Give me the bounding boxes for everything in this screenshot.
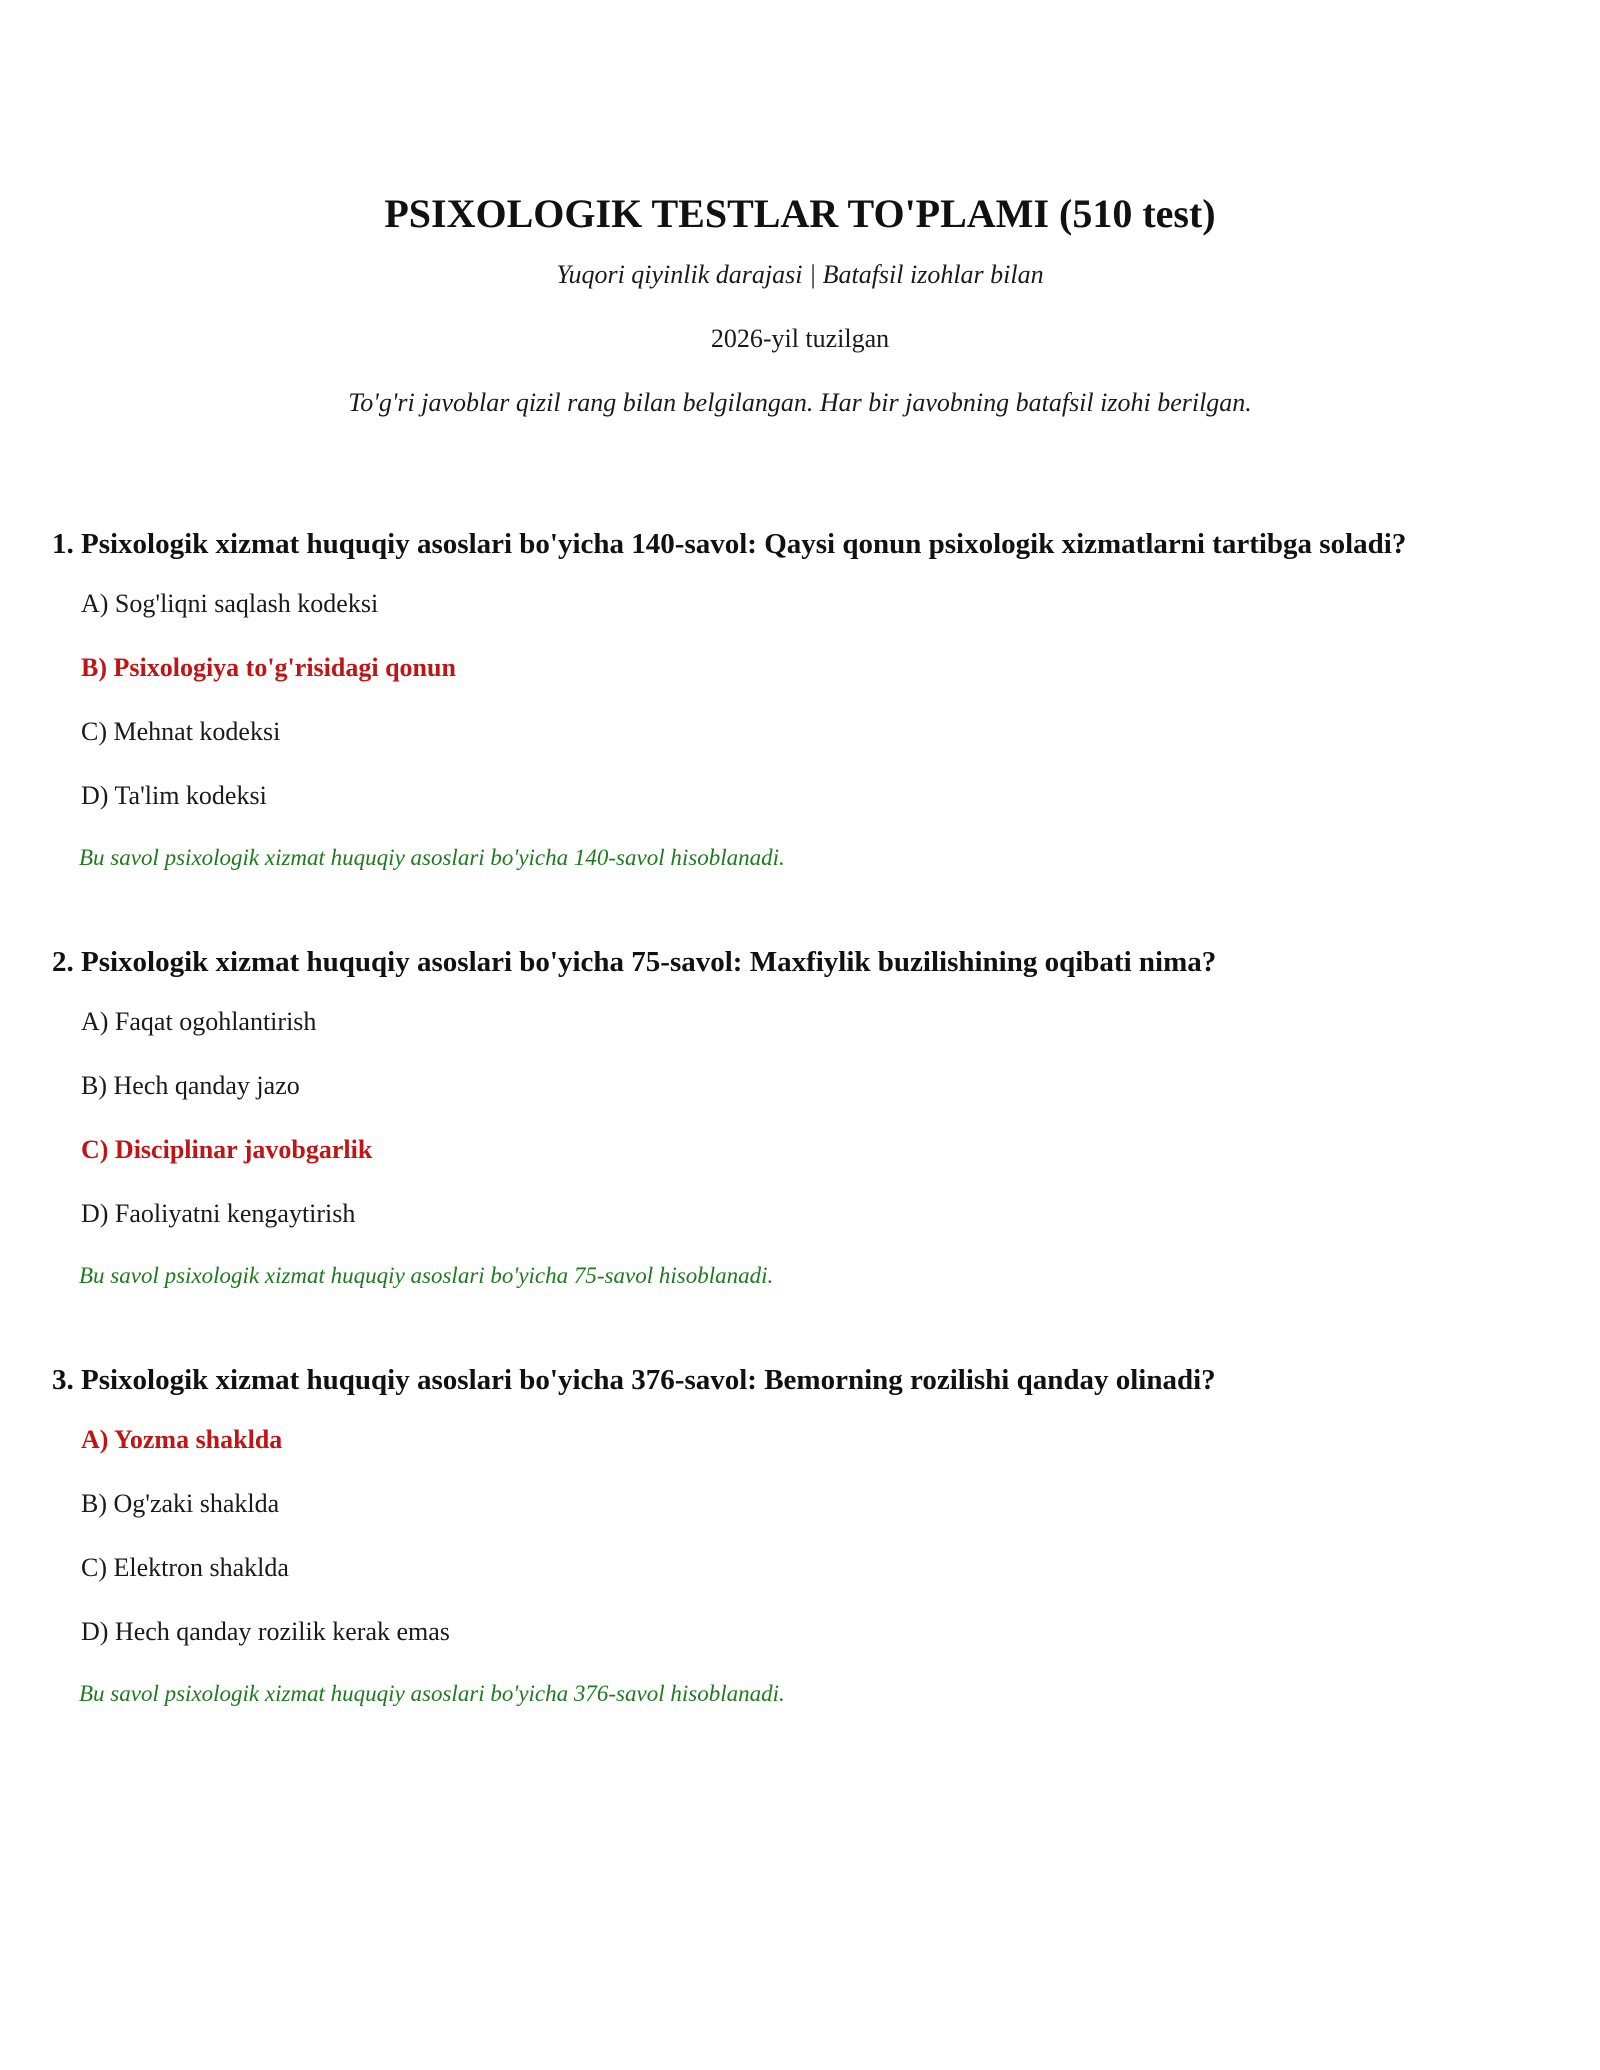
answer-options: [52, 1002, 1552, 1234]
answer-explanation: Bu savol psixologik xizmat huquqiy asoslari bo'yicha 376-savol hisoblanadi.: [79, 1681, 785, 1706]
answer-option: A) Faqat ogohlantirish: [81, 1007, 317, 1036]
correct-answer-option: A) Yozma shaklda: [81, 1425, 283, 1454]
question-block: [52, 520, 1552, 876]
question-block: [52, 938, 1552, 1294]
question-text: 2. Psixologik xizmat huquqiy asoslari bo'yicha 75-savol: Maxfiylik buzilishining oqibati nima?: [52, 946, 1217, 978]
question-text: 1. Psixologik xizmat huquqiy asoslari bo'yicha 140-savol: Qaysi qonun psixologik xizmatlarni tartibga soladi?: [52, 528, 1407, 560]
answer-options: [52, 584, 1552, 816]
document-subtitle: Yuqori qiyinlik darajasi | Batafsil izohlar bilan: [556, 260, 1044, 289]
answer-options: [52, 1420, 1552, 1652]
answer-option: D) Hech qanday rozilik kerak emas: [81, 1617, 450, 1646]
answer-option: A) Sog'liqni saqlash kodeksi: [81, 589, 379, 618]
document-header: [0, 182, 1600, 424]
answer-option: B) Hech qanday jazo: [81, 1071, 300, 1100]
question-block: [52, 1356, 1552, 1712]
answer-option: B) Og'zaki shaklda: [81, 1489, 280, 1518]
answer-option: D) Ta'lim kodeksi: [81, 781, 267, 810]
answer-explanation: Bu savol psixologik xizmat huquqiy asoslari bo'yicha 140-savol hisoblanadi.: [79, 845, 785, 870]
question-list: [52, 520, 1552, 1774]
answer-explanation: Bu savol psixologik xizmat huquqiy asoslari bo'yicha 75-savol hisoblanadi.: [79, 1263, 774, 1288]
document-title: PSIXOLOGIK TESTLAR TO'PLAMI (510 test): [384, 191, 1216, 236]
correct-answer-option: B) Psixologiya to'g'risidagi qonun: [81, 653, 456, 682]
answer-option: C) Mehnat kodeksi: [81, 717, 281, 746]
correct-answer-option: C) Disciplinar javobgarlik: [81, 1135, 373, 1164]
document-date: 2026-yil tuzilgan: [710, 324, 890, 353]
answer-option: D) Faoliyatni kengaytirish: [81, 1199, 356, 1228]
answer-option: C) Elektron shaklda: [81, 1553, 289, 1582]
question-text: 3. Psixologik xizmat huquqiy asoslari bo'yicha 376-savol: Bemorning rozilishi qanday olinadi?: [52, 1364, 1216, 1396]
document-note: To'g'ri javoblar qizil rang bilan belgilangan. Har bir javobning batafsil izohi berilgan.: [348, 388, 1252, 417]
